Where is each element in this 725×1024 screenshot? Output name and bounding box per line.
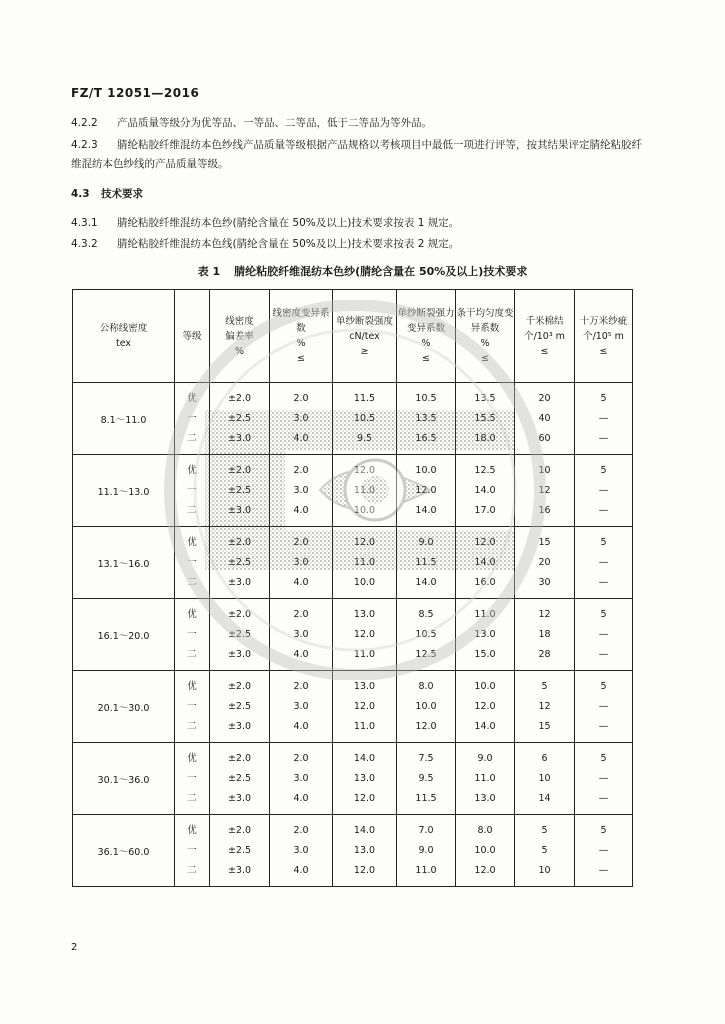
cv-density-cell [270, 815, 333, 887]
column-header-line: 线密度 [225, 315, 254, 327]
cell-value: ±3.0 [227, 432, 252, 444]
column-header [575, 290, 633, 383]
cv-strength-cell [397, 815, 456, 887]
cell-value: — [598, 648, 609, 660]
clause-number: 4.3.1 [71, 217, 98, 229]
clause-text: 腈纶粘胶纤维混纺本色纱线产品质量等级根据产品规格以考核项目中最低一项进行评等，按其结果评定腈纶粘胶纤维混纺本色纱线的产品质量等级。 [71, 139, 642, 170]
cell-value: 5 [541, 844, 548, 856]
table-row [73, 743, 633, 815]
cell-value: — [598, 720, 609, 732]
clause-text: 腈纶粘胶纤维混纺本色纱(腈纶含量在 50%及以上)技术要求按表 1 规定。 [117, 217, 460, 229]
clause-4-3-1 [71, 214, 651, 233]
grade-label: 优 [187, 536, 197, 548]
cell-value: 11.0 [353, 484, 376, 496]
cell-value: 10.0 [415, 700, 437, 712]
cell-value: ±2.5 [227, 628, 252, 640]
cell-value: 10.0 [474, 680, 496, 692]
cell-value: 9.5 [356, 432, 373, 444]
cell-value: 12.0 [353, 628, 376, 640]
cell-value: 8.0 [418, 680, 434, 692]
column-header-line: % [296, 338, 306, 349]
table-row [73, 527, 633, 599]
table-row [73, 599, 633, 671]
cell-value: ±3.0 [227, 504, 252, 516]
cell-value: 11.5 [415, 556, 437, 568]
cell-value: 16.5 [415, 432, 437, 444]
neps-cell [515, 527, 575, 599]
cell-value: 14.0 [353, 824, 376, 836]
cell-value: 12.0 [474, 700, 496, 712]
cell-value: — [598, 412, 609, 424]
cell-value: 12.0 [353, 464, 376, 476]
cell-value: — [598, 432, 609, 444]
clause-number: 4.2.3 [71, 139, 98, 151]
column-header [270, 290, 333, 383]
cell-value: 3.0 [293, 772, 309, 784]
neps-cell [515, 383, 575, 455]
cell-value: ±2.5 [227, 772, 252, 784]
table-header-row [73, 290, 633, 383]
faults-cell [575, 383, 633, 455]
spec-table [72, 289, 633, 887]
cell-value: 5 [600, 464, 607, 476]
strength-cell [333, 455, 397, 527]
cell-value: 2.0 [293, 608, 309, 620]
cell-value: 40 [538, 412, 551, 424]
faults-cell [575, 527, 633, 599]
cell-value: 11.5 [415, 792, 437, 804]
grade-label: 优 [187, 464, 197, 476]
cell-value: 11.5 [353, 392, 376, 404]
cell-value: 5 [600, 752, 607, 764]
cell-value: 2.0 [293, 536, 309, 548]
cell-value: 4.0 [293, 792, 309, 804]
deviation-cell [210, 455, 270, 527]
column-header [515, 290, 575, 383]
cv-strength-cell [397, 743, 456, 815]
strength-cell [333, 671, 397, 743]
clause-number: 4.2.2 [71, 117, 98, 129]
cell-value: 13.0 [474, 628, 496, 640]
clause-text: 产品质量等级分为优等品、一等品、二等品，低于二等品为等外品。 [117, 117, 432, 129]
density-range-cell: 13.1～16.0 [73, 527, 175, 599]
table-row [73, 383, 633, 455]
deviation-cell [210, 815, 270, 887]
cell-value: 20 [538, 556, 551, 568]
cell-value: 13.5 [474, 392, 496, 404]
cell-value: 4.0 [293, 864, 309, 876]
column-header [333, 290, 397, 383]
cell-value: 14 [538, 792, 551, 804]
page-number: 2 [71, 942, 78, 953]
cell-value: ±2.5 [227, 844, 252, 856]
cell-value: 2.0 [293, 752, 309, 764]
cell-value: 10.0 [353, 504, 376, 516]
cell-value: 20 [538, 392, 551, 404]
grade-cell [175, 455, 210, 527]
cell-value: 4.0 [293, 504, 309, 516]
density-range-cell: 16.1～20.0 [73, 599, 175, 671]
cell-value: — [598, 484, 609, 496]
cell-value: 5 [600, 392, 607, 404]
cell-value: 8.5 [418, 608, 434, 620]
cv-strength-cell [397, 455, 456, 527]
cell-value: 3.0 [293, 556, 309, 568]
column-header-line: 公称线密度 [99, 323, 148, 334]
cell-value: 9.5 [418, 772, 434, 784]
cell-value: 13.0 [353, 680, 376, 692]
cv-strength-cell [397, 527, 456, 599]
column-header-line: 线密度变异系数 [272, 308, 330, 334]
section-4-3 [71, 186, 143, 201]
table-row [73, 815, 633, 887]
cell-value: 10 [538, 464, 551, 476]
cell-value: 10.5 [353, 412, 376, 424]
section-title: 技术要求 [101, 188, 143, 200]
column-header-line: ≤ [422, 353, 430, 364]
cv-density-cell [270, 671, 333, 743]
grade-label: 二 [187, 792, 197, 804]
grade-label: 二 [187, 432, 197, 444]
cell-value: 12.0 [474, 536, 496, 548]
cell-value: 14.0 [415, 504, 437, 516]
faults-cell [575, 599, 633, 671]
column-header [456, 290, 515, 383]
faults-cell [575, 815, 633, 887]
cell-value: 15.5 [474, 412, 496, 424]
grade-label: 优 [187, 824, 197, 836]
section-number: 4.3 [71, 188, 90, 200]
cell-value: ±3.0 [227, 648, 252, 660]
cell-value: 12 [538, 700, 551, 712]
deviation-cell [210, 527, 270, 599]
cell-value: — [598, 504, 609, 516]
cell-value: 15.0 [474, 648, 496, 660]
grade-label: 二 [187, 576, 197, 588]
evenness-cell [456, 599, 515, 671]
cell-value: 3.0 [293, 484, 309, 496]
density-range-cell: 20.1～30.0 [73, 671, 175, 743]
cell-value: — [598, 864, 609, 876]
cell-value: ±3.0 [227, 864, 252, 876]
cell-value: 2.0 [293, 392, 309, 404]
clause-number: 4.3.2 [71, 238, 98, 250]
cell-value: 30 [538, 576, 551, 588]
clause-4-3-2 [71, 235, 651, 254]
column-header [73, 290, 175, 383]
deviation-cell [210, 743, 270, 815]
faults-cell [575, 743, 633, 815]
strength-cell [333, 599, 397, 671]
deviation-cell [210, 671, 270, 743]
cell-value: 12 [538, 484, 551, 496]
cell-value: 5 [600, 680, 607, 692]
strength-cell [333, 743, 397, 815]
neps-cell [515, 671, 575, 743]
cell-value: 5 [600, 608, 607, 620]
cell-value: 15 [538, 720, 551, 732]
column-header [210, 290, 270, 383]
cell-value: 10.0 [415, 464, 437, 476]
column-header-line: % [234, 345, 245, 357]
grade-label: 优 [187, 680, 197, 692]
column-header-line: 个/10⁵ m [583, 330, 624, 342]
column-header [175, 290, 210, 383]
grade-label: 一 [187, 484, 197, 496]
column-header-line: tex [115, 338, 132, 349]
cell-value: — [598, 556, 609, 568]
grade-cell [175, 815, 210, 887]
evenness-cell [456, 671, 515, 743]
cell-value: 12.5 [415, 648, 437, 660]
cell-value: ±2.0 [227, 824, 252, 836]
cell-value: 3.0 [293, 628, 309, 640]
cell-value: 11.0 [353, 648, 376, 660]
cell-value: — [598, 844, 609, 856]
cell-value: 14.0 [353, 752, 376, 764]
cv-density-cell [270, 527, 333, 599]
cell-value: 17.0 [474, 504, 496, 516]
cell-value: 13.0 [353, 772, 376, 784]
grade-cell [175, 671, 210, 743]
grade-label: 一 [187, 628, 197, 640]
cell-value: 60 [538, 432, 551, 444]
neps-cell [515, 815, 575, 887]
cell-value: ±2.5 [227, 556, 252, 568]
neps-cell [515, 455, 575, 527]
cell-value: 13.5 [415, 412, 437, 424]
grade-label: 优 [187, 608, 197, 620]
cell-value: 18.0 [474, 432, 496, 444]
cell-value: 12.0 [353, 864, 376, 876]
cell-value: 14.0 [474, 720, 496, 732]
cell-value: 18 [538, 628, 551, 640]
cell-value: 12.5 [474, 464, 496, 476]
cell-value: 6 [541, 752, 548, 764]
cell-value: 3.0 [293, 412, 309, 424]
grade-label: 一 [187, 844, 197, 856]
column-header-line: 十万米纱疵 [579, 315, 628, 327]
cell-value: 11.0 [353, 556, 376, 568]
evenness-cell [456, 527, 515, 599]
cell-value: 4.0 [293, 576, 309, 588]
cell-value: 13.0 [474, 792, 496, 804]
density-range-cell: 11.1～13.0 [73, 455, 175, 527]
cell-value: 12.0 [353, 792, 376, 804]
cell-value: 28 [538, 648, 551, 660]
cell-value: 12.0 [474, 864, 496, 876]
column-header-line: 条干均匀度变异系数 [456, 308, 514, 334]
cell-value: 10 [538, 772, 551, 784]
column-header-line: ≤ [481, 353, 489, 364]
column-header-line: 单纱断裂强力变异系数 [397, 308, 455, 334]
grade-label: 二 [187, 504, 197, 516]
cell-value: ±3.0 [227, 576, 252, 588]
cell-value: 7.5 [418, 752, 434, 764]
cell-value: 16 [538, 504, 551, 516]
grade-cell [175, 599, 210, 671]
cv-density-cell [270, 455, 333, 527]
clause-4-2-2 [71, 114, 651, 133]
cell-value: — [598, 576, 609, 588]
deviation-cell [210, 599, 270, 671]
cv-density-cell [270, 743, 333, 815]
deviation-cell [210, 383, 270, 455]
strength-cell [333, 815, 397, 887]
cell-value: 7.0 [418, 824, 434, 836]
cell-value: ±2.0 [227, 752, 252, 764]
cell-value: 2.0 [293, 464, 309, 476]
cell-value: 5 [541, 680, 548, 692]
table-caption-label: 表 1 [197, 265, 221, 278]
grade-cell [175, 743, 210, 815]
cell-value: — [598, 628, 609, 640]
cell-value: 4.0 [293, 720, 309, 732]
column-header [397, 290, 456, 383]
cell-value: ±2.0 [227, 536, 252, 548]
cell-value: — [598, 792, 609, 804]
cell-value: 5 [600, 536, 607, 548]
density-range-cell: 30.1～36.0 [73, 743, 175, 815]
table-row [73, 671, 633, 743]
column-header-line: 等级 [182, 330, 202, 342]
column-header-line: ≥ [360, 345, 369, 357]
faults-cell [575, 671, 633, 743]
column-header-line: ≤ [540, 345, 549, 357]
neps-cell [515, 599, 575, 671]
cell-value: 3.0 [293, 844, 309, 856]
cell-value: 15 [538, 536, 551, 548]
standard-code: FZ/T 12051—2016 [71, 86, 200, 100]
cell-value: 3.0 [293, 700, 309, 712]
grade-label: 一 [187, 412, 197, 424]
density-range-cell: 8.1～11.0 [73, 383, 175, 455]
cv-strength-cell [397, 599, 456, 671]
column-header-line: 偏差率 [225, 330, 254, 342]
cell-value: 10 [538, 864, 551, 876]
grade-label: 优 [187, 392, 197, 404]
cell-value: 14.0 [415, 576, 437, 588]
cell-value: 2.0 [293, 680, 309, 692]
column-header-line: ≤ [599, 345, 608, 357]
cv-strength-cell [397, 671, 456, 743]
cv-strength-cell [397, 383, 456, 455]
density-range-cell: 36.1～60.0 [73, 815, 175, 887]
cell-value: ±2.0 [227, 392, 252, 404]
column-header-line: cN/tex [349, 330, 380, 342]
column-header-line: 单纱断裂强度 [335, 315, 393, 327]
cell-value: ±2.0 [227, 464, 252, 476]
cell-value: — [598, 772, 609, 784]
grade-label: 二 [187, 720, 197, 732]
evenness-cell [456, 815, 515, 887]
cell-value: 9.0 [418, 536, 434, 548]
evenness-cell [456, 743, 515, 815]
cell-value: 10.0 [353, 576, 376, 588]
cell-value: 11.0 [353, 720, 376, 732]
table-row [73, 455, 633, 527]
cell-value: 5 [600, 824, 607, 836]
cell-value: 12.0 [415, 720, 437, 732]
column-header-line: % [480, 338, 490, 349]
cell-value: ±2.5 [227, 700, 252, 712]
cell-value: 8.0 [477, 824, 493, 836]
column-header-line: 千米棉结 [525, 315, 564, 327]
table-caption-title: 腈纶粘胶纤维混纺本色纱(腈纶含量在 50%及以上)技术要求 [234, 265, 528, 278]
cell-value: 11.0 [415, 864, 437, 876]
clause-text: 腈纶粘胶纤维混纺本色线(腈纶含量在 50%及以上)技术要求按表 2 规定。 [117, 238, 460, 250]
cell-value: ±3.0 [227, 720, 252, 732]
cv-density-cell [270, 383, 333, 455]
strength-cell [333, 527, 397, 599]
table-body [73, 383, 633, 887]
grade-label: 一 [187, 772, 197, 784]
grade-label: 二 [187, 648, 197, 660]
cell-value: 12.0 [353, 536, 376, 548]
cell-value: ±2.5 [227, 484, 252, 496]
cell-value: 2.0 [293, 824, 309, 836]
cell-value: 12 [538, 608, 551, 620]
grade-label: 一 [187, 556, 197, 568]
cell-value: 4.0 [293, 432, 309, 444]
cell-value: 10.5 [415, 628, 437, 640]
cell-value: ±3.0 [227, 792, 252, 804]
clause-4-2-3 [71, 136, 651, 174]
evenness-cell [456, 455, 515, 527]
faults-cell [575, 455, 633, 527]
cell-value: 11.0 [474, 772, 496, 784]
strength-cell [333, 383, 397, 455]
column-header-line: % [421, 338, 431, 349]
grade-cell [175, 527, 210, 599]
neps-cell [515, 743, 575, 815]
grade-label: 优 [187, 752, 197, 764]
cell-value: 13.0 [353, 608, 376, 620]
cell-value: 12.0 [353, 700, 376, 712]
column-header-line: ≤ [297, 353, 305, 364]
cell-value: 11.0 [474, 608, 496, 620]
grade-cell [175, 383, 210, 455]
cell-value: 14.0 [474, 484, 496, 496]
grade-label: 一 [187, 700, 197, 712]
cell-value: 5 [541, 824, 548, 836]
cell-value: ±2.0 [227, 608, 252, 620]
cell-value: ±2.0 [227, 680, 252, 692]
cell-value: — [598, 700, 609, 712]
evenness-cell [456, 383, 515, 455]
cell-value: ±2.5 [227, 412, 252, 424]
cell-value: 9.0 [477, 752, 493, 764]
cell-value: 9.0 [418, 844, 434, 856]
cell-value: 10.5 [415, 392, 437, 404]
cell-value: 16.0 [474, 576, 496, 588]
cv-density-cell [270, 599, 333, 671]
cell-value: 14.0 [474, 556, 496, 568]
column-header-line: 个/10³ m [524, 330, 565, 342]
cell-value: 4.0 [293, 648, 309, 660]
cell-value: 12.0 [415, 484, 437, 496]
cell-value: 13.0 [353, 844, 376, 856]
cell-value: 10.0 [474, 844, 496, 856]
table-caption [0, 263, 725, 279]
grade-label: 二 [187, 864, 197, 876]
